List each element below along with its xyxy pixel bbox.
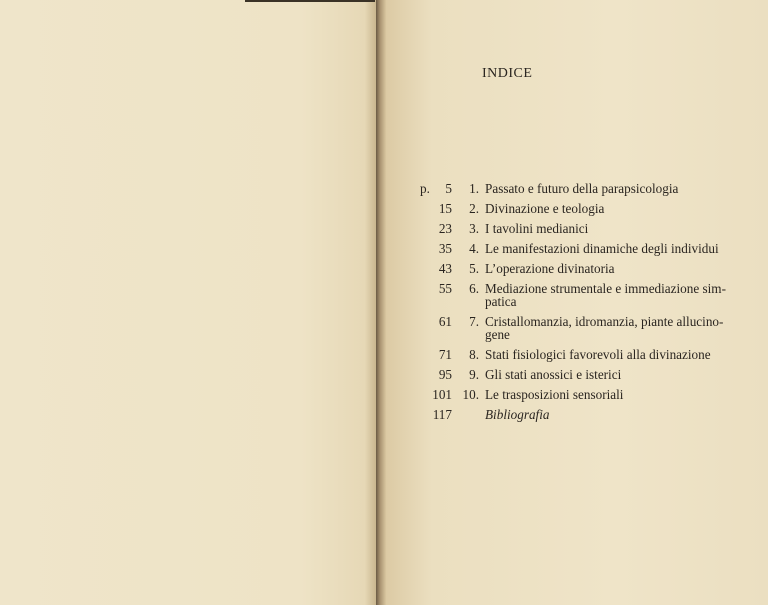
toc-page: 117 bbox=[432, 407, 452, 422]
toc-entry bbox=[420, 202, 730, 215]
toc-page: 35 bbox=[438, 241, 452, 256]
toc-title: Mediazione strumentale e immediazione sim- patica bbox=[485, 281, 726, 309]
toc-page: 71 bbox=[438, 347, 452, 362]
toc-entry bbox=[420, 315, 730, 341]
toc-title: Gli stati anossici e isterici bbox=[485, 367, 622, 382]
toc-number: 4. bbox=[469, 241, 479, 256]
table-of-contents bbox=[420, 182, 730, 428]
page-edge-line bbox=[245, 0, 375, 2]
toc-title: Stati fisiologici favorevoli alla divinazione bbox=[485, 347, 711, 362]
toc-number: 5. bbox=[469, 261, 479, 276]
toc-number: 6. bbox=[469, 281, 479, 296]
toc-entry bbox=[420, 282, 730, 308]
toc-number: 2. bbox=[469, 201, 479, 216]
book-gutter bbox=[376, 0, 386, 605]
toc-title: I tavolini medianici bbox=[485, 221, 589, 236]
toc-title: Divinazione e teologia bbox=[485, 201, 605, 216]
toc-entry bbox=[420, 242, 730, 255]
toc-title: Bibliografia bbox=[485, 407, 550, 422]
toc-number: 7. bbox=[469, 314, 479, 329]
index-title: INDICE bbox=[482, 66, 533, 81]
toc-entry bbox=[420, 222, 730, 235]
toc-page: 43 bbox=[438, 261, 452, 276]
toc-page: 23 bbox=[438, 221, 452, 236]
toc-entry bbox=[420, 388, 730, 401]
toc-number: 8. bbox=[469, 347, 479, 362]
toc-title: Le trasposizioni sensoriali bbox=[485, 387, 624, 402]
toc-page: 95 bbox=[438, 367, 452, 382]
toc-entry bbox=[420, 368, 730, 381]
toc-number: 1. bbox=[469, 181, 479, 196]
toc-title: Passato e futuro della parapsicologia bbox=[485, 181, 679, 196]
toc-title: L’operazione divinatoria bbox=[485, 261, 615, 276]
toc-page: 61 bbox=[438, 314, 452, 329]
toc-number: 3. bbox=[469, 221, 479, 236]
toc-number: 9. bbox=[469, 367, 479, 382]
toc-page: 5 bbox=[445, 181, 452, 196]
toc-number: 10. bbox=[462, 387, 479, 402]
toc-page: 101 bbox=[432, 387, 452, 402]
page-prefix: p. bbox=[420, 181, 430, 196]
toc-page: 15 bbox=[438, 201, 452, 216]
toc-number bbox=[452, 408, 479, 421]
toc-title: Cristallomanzia, idromanzia, piante allucino- gene bbox=[485, 314, 724, 342]
toc-title: Le manifestazioni dinamiche degli individui bbox=[485, 241, 719, 256]
left-blank-page bbox=[0, 0, 376, 605]
toc-page: 55 bbox=[438, 281, 452, 296]
toc-entry bbox=[420, 182, 730, 195]
toc-entry bbox=[420, 348, 730, 361]
toc-entry bbox=[420, 408, 730, 421]
toc-entry bbox=[420, 262, 730, 275]
